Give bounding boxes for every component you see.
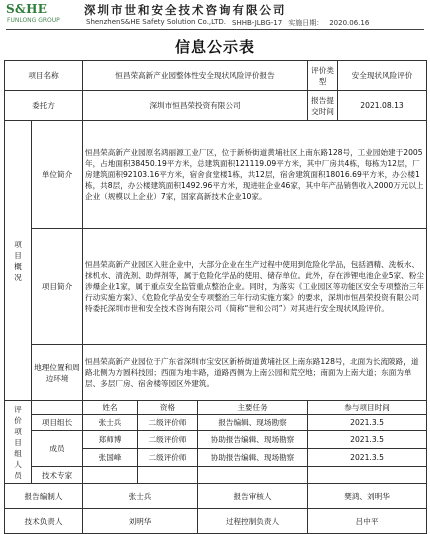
- location-text: 恒昌荣高新产业园位于广东省深圳市宝安区新桥街道黄埔社区上南东路128号，北面为长流陂路，道路北侧为方圆科技园；西面为地丰路，道路西侧为上南公园和荒空地；南面为上南大道；东面为单层、多层厂房、宿舍楼等园区外建筑。: [83, 345, 427, 401]
- project-name-label: 项目名称: [5, 61, 83, 91]
- member-name: 郑师博: [83, 431, 138, 449]
- reviewer-label: 报告审核人: [198, 484, 308, 509]
- expert-task: [198, 467, 308, 484]
- member-qual: 二级评价师: [138, 431, 198, 449]
- expert-name: [83, 467, 138, 484]
- leader-name: 张士兵: [83, 415, 138, 431]
- team-header-time: 参与项目时间: [308, 401, 427, 415]
- process-lead-label: 过程控制负责人: [198, 509, 308, 534]
- leader-time: 2021.3.5: [308, 415, 427, 431]
- client-label: 委托方: [5, 91, 83, 121]
- leader-task: 报告编辑、现场勘察: [198, 415, 308, 431]
- process-lead-value: 吕中平: [308, 509, 427, 534]
- author-label: 报告编制人: [5, 484, 83, 509]
- unit-intro-label: 单位简介: [32, 121, 83, 229]
- company-name-en: ShenzhenS&HE Safety Solution Co.,LTD.: [86, 18, 226, 26]
- leader-label: 项目组长: [32, 415, 83, 431]
- project-name-value: 恒昌荣高新产业园整体性安全现状风险评价报告: [83, 61, 308, 91]
- logo-subtext: FUNLONG GROUP: [7, 17, 60, 24]
- row-project-name: [5, 61, 427, 91]
- unit-intro-text: 恒昌荣高新产业园原名鸿丽源工业厂区，位于新桥街道黄埔社区上南东路128号，工业园始建于2005年，占地面积38450.19平方米，总建筑面积121119.09平方米，其中厂房共4栋，每栋为12层，厂房建筑面积92103.16平方米，宿舍食堂楼1栋，共12层，宿舍建筑面积18016.69平方米，办公楼1栋，共8层，办公楼建筑面积1492.96平方米，现进驻企业46家，其中年产品销售收入2000万元以上企业（规模以上企业）7家，国家高新技术企业10家。: [83, 121, 427, 229]
- team-header-blank: [32, 401, 83, 415]
- submit-time-value: 2021.08.13: [338, 91, 427, 121]
- row-location: [5, 345, 427, 401]
- reviewer-value: 樊鸿、刘明华: [308, 484, 427, 509]
- expert-label: 技术专家: [32, 467, 83, 484]
- team-section-label: 评 价 项 目 组 人 员: [5, 401, 32, 484]
- author-value: 张士兵: [83, 484, 198, 509]
- tech-lead-value: 刘明华: [83, 509, 198, 534]
- doc-code: SHHB-JLBG-17: [232, 19, 283, 27]
- member-label: 成员: [32, 431, 83, 467]
- client-value: 深圳市恒昌荣投资有限公司: [83, 91, 308, 121]
- row-client: [5, 91, 427, 121]
- expert-time: [308, 467, 427, 484]
- submit-time-label: 报告提交时间: [308, 91, 338, 121]
- team-header-name: 姓名: [83, 401, 138, 415]
- overview-section-label: 项 目 概 况: [5, 121, 32, 401]
- document-header: [0, 0, 430, 32]
- member-task: 协助报告编辑、现场勘察: [198, 431, 308, 449]
- team-header-qual: 资格: [138, 401, 198, 415]
- row-unit-intro: [5, 121, 427, 229]
- project-intro-text: 恒昌荣高新产业园区入驻企业中，大部分企业在生产过程中使用到危险化学品，包括酒精、洗板水、抹机水、清洗剂、助焊剂等，属于危险化学品的使用、储存单位。此外，存在涉锂电池企业5家、粉尘涉爆企业1家，属于重点安全监管重点整治企业。同时，为落实《工业园区等功能区安全专项整治三年行动实施方案》、《危险化学品安全专项整治三年行动实施方案》的要求，深圳市恒昌荣投资有限公司特委托深圳市世和安全技术咨询有限公司（简称“世和公司”）对其进行安全现状风险评价。: [83, 229, 427, 345]
- logo-text: S&HE: [6, 2, 48, 16]
- row-team-header: [5, 401, 427, 415]
- member-time: 2021.3.5: [308, 431, 427, 449]
- eval-type-label: 评价类型: [308, 61, 338, 91]
- company-logo: [6, 2, 68, 28]
- row-sign-1: [5, 484, 427, 509]
- header-rule: [6, 29, 424, 30]
- expert-qual: [138, 467, 198, 484]
- member-name: 张国峰: [83, 449, 138, 467]
- team-header-task: 主要任务: [198, 401, 308, 415]
- date-value: 2020.06.16: [329, 19, 370, 27]
- header-meta: [232, 18, 375, 28]
- member-time: 2021.3.5: [308, 449, 427, 467]
- row-expert: [5, 467, 427, 484]
- page-title: 信息公示表: [174, 38, 255, 56]
- row-sign-2: [5, 509, 427, 534]
- member-qual: 二级评价师: [138, 449, 198, 467]
- tech-lead-label: 技术负责人: [5, 509, 83, 534]
- date-label: 实施日期：: [288, 19, 324, 27]
- row-member-1: [5, 431, 427, 449]
- company-name-cn: 深圳市世和安全技术咨询有限公司: [84, 3, 287, 17]
- row-project-intro: [5, 229, 427, 345]
- member-task: 协助报告编辑、现场勘察: [198, 449, 308, 467]
- project-intro-label: 项目简介: [32, 229, 83, 345]
- leader-qual: 二级评价师: [138, 415, 198, 431]
- info-table: [4, 60, 427, 534]
- row-team-leader: [5, 415, 427, 431]
- eval-type-value: 安全现状风险评价: [338, 61, 427, 91]
- location-label: 地理位置和周边环境: [32, 345, 83, 401]
